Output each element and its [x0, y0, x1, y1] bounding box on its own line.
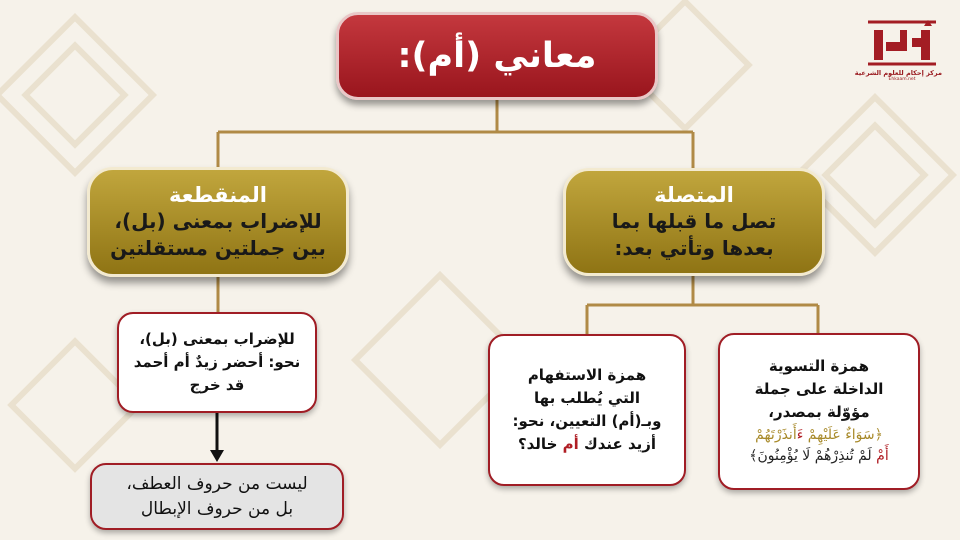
down-arrow	[210, 413, 224, 462]
taswiya-line2: الداخلة على جملة	[754, 380, 884, 399]
verse-am: أَمْ	[876, 448, 889, 465]
munqatia-note-line1: ليست من حروف العطف،	[126, 473, 308, 494]
ehkaam-logo-mark	[866, 18, 938, 68]
istifham-detail-box	[488, 334, 686, 486]
istifham-line2: التي يُطلب بها	[534, 388, 640, 407]
verse-hamza: ءَ	[796, 426, 804, 443]
taswiya-line3: مؤوّلة بمصدر،	[768, 403, 870, 422]
branch-muttasila-heading: المتصلة	[654, 182, 734, 207]
istifham-line3: وبـ(أم) التعيين، نحو:	[512, 412, 662, 430]
branch-munqatia-line2: بين جملتين مستقلتين	[110, 236, 326, 261]
logo-tagline: Ehkaam.net	[888, 77, 916, 82]
munqatia-detail-line1: للإضراب بمعنى (بل)،	[139, 329, 295, 348]
branch-muttasila-line1: تصل ما قبلها بما	[611, 209, 777, 234]
logo-subtitle: مركز إحكام للعلوم الشرعية	[854, 69, 942, 77]
munqatia-detail-box	[117, 312, 317, 413]
ehkaam-logo	[854, 18, 942, 88]
branch-munqatia-line1: للإضراب بمعنى (بل)،	[114, 209, 322, 234]
branch-muttasila-line2: بعدها وتأتي بعد:	[614, 236, 774, 261]
taswiya-detail-box	[718, 333, 920, 490]
branch-munqatia-heading: المنقطعة	[169, 182, 267, 207]
title-box	[336, 12, 658, 100]
munqatia-note-box	[90, 463, 344, 530]
taswiya-line1: همزة التسوية	[768, 356, 870, 375]
istifham-line1: همزة الاستفهام	[527, 365, 647, 384]
branch-munqatia	[87, 167, 349, 277]
munqatia-note-line2: بل من حروف الإبطال	[140, 498, 294, 519]
branch-muttasila	[563, 168, 825, 276]
munqatia-example: نحو: أحضر زيدٌ أم أحمد	[133, 352, 301, 371]
page-title: معاني (أم):	[397, 36, 597, 76]
quran-verse-part1: ﴿سَوَاءٌ عَلَيْهِمْ ءَأَنذَرْتَهُمْ	[755, 426, 883, 443]
munqatia-example-cont: قد خرج	[189, 376, 245, 395]
istifham-example: أزيد عندك أم خالد؟	[517, 435, 657, 454]
istifham-example-am: أم	[562, 435, 579, 454]
quran-verse-part2: أَمْ لَمْ تُنذِرْهُمْ لَا يُؤْمِنُونَ﴾	[749, 448, 889, 465]
